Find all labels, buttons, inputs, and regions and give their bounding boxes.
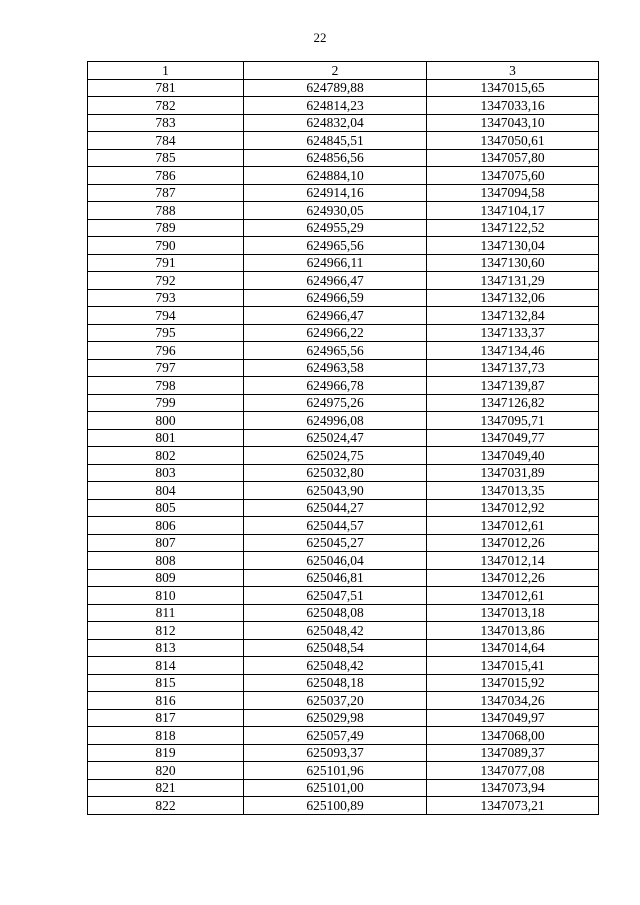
table-row [88,692,599,710]
y-coordinate-cell: 1347043,10 [427,114,599,132]
x-coordinate-cell: 624966,11 [244,254,427,272]
point-number-cell: 799 [88,394,244,412]
x-coordinate-cell: 624914,16 [244,184,427,202]
table-row [88,482,599,500]
x-coordinate-cell: 624856,56 [244,149,427,167]
table-row [88,149,599,167]
point-number-cell: 794 [88,307,244,325]
point-number-cell: 806 [88,517,244,535]
table-row [88,744,599,762]
point-number-cell: 819 [88,744,244,762]
x-coordinate-cell: 624966,59 [244,289,427,307]
x-coordinate-cell: 624832,04 [244,114,427,132]
x-coordinate-cell: 625047,51 [244,587,427,605]
y-coordinate-cell: 1347073,94 [427,779,599,797]
table-row [88,359,599,377]
table-row [88,307,599,325]
x-coordinate-cell: 624884,10 [244,167,427,185]
y-coordinate-cell: 1347012,61 [427,517,599,535]
point-number-cell: 809 [88,569,244,587]
point-number-cell: 781 [88,79,244,97]
point-number-cell: 784 [88,132,244,150]
y-coordinate-cell: 1347132,06 [427,289,599,307]
point-number-cell: 820 [88,762,244,780]
point-number-cell: 810 [88,587,244,605]
point-number-cell: 796 [88,342,244,360]
x-coordinate-cell: 624975,26 [244,394,427,412]
table-row [88,587,599,605]
point-number-cell: 822 [88,797,244,815]
point-number-cell: 805 [88,499,244,517]
point-number-cell: 788 [88,202,244,220]
x-coordinate-cell: 625048,54 [244,639,427,657]
point-number-cell: 792 [88,272,244,290]
table-row [88,254,599,272]
column-header: 3 [427,62,599,80]
point-number-cell: 804 [88,482,244,500]
y-coordinate-cell: 1347077,08 [427,762,599,780]
x-coordinate-cell: 625024,47 [244,429,427,447]
x-coordinate-cell: 625024,75 [244,447,427,465]
x-coordinate-cell: 624963,58 [244,359,427,377]
x-coordinate-cell: 624845,51 [244,132,427,150]
y-coordinate-cell: 1347049,40 [427,447,599,465]
table-row [88,272,599,290]
table-row [88,167,599,185]
point-number-cell: 813 [88,639,244,657]
table-row [88,569,599,587]
y-coordinate-cell: 1347012,92 [427,499,599,517]
x-coordinate-cell: 625100,89 [244,797,427,815]
table-row [88,114,599,132]
y-coordinate-cell: 1347095,71 [427,412,599,430]
y-coordinate-cell: 1347013,18 [427,604,599,622]
table-row [88,342,599,360]
y-coordinate-cell: 1347050,61 [427,132,599,150]
table-header-row [88,62,599,80]
y-coordinate-cell: 1347122,52 [427,219,599,237]
point-number-cell: 782 [88,97,244,115]
table-row [88,797,599,815]
x-coordinate-cell: 625048,08 [244,604,427,622]
table-row [88,429,599,447]
y-coordinate-cell: 1347057,80 [427,149,599,167]
table-row [88,447,599,465]
x-coordinate-cell: 624930,05 [244,202,427,220]
y-coordinate-cell: 1347014,64 [427,639,599,657]
x-coordinate-cell: 625032,80 [244,464,427,482]
x-coordinate-cell: 624966,47 [244,307,427,325]
column-header: 1 [88,62,244,80]
y-coordinate-cell: 1347104,17 [427,202,599,220]
table-row [88,377,599,395]
point-number-cell: 797 [88,359,244,377]
table-row [88,534,599,552]
y-coordinate-cell: 1347012,61 [427,587,599,605]
y-coordinate-cell: 1347049,77 [427,429,599,447]
y-coordinate-cell: 1347034,26 [427,692,599,710]
x-coordinate-cell: 625101,00 [244,779,427,797]
y-coordinate-cell: 1347015,41 [427,657,599,675]
table-row [88,184,599,202]
point-number-cell: 803 [88,464,244,482]
table-row [88,202,599,220]
table-row [88,517,599,535]
y-coordinate-cell: 1347089,37 [427,744,599,762]
point-number-cell: 785 [88,149,244,167]
table-row [88,394,599,412]
y-coordinate-cell: 1347126,82 [427,394,599,412]
point-number-cell: 815 [88,674,244,692]
y-coordinate-cell: 1347075,60 [427,167,599,185]
table-row [88,464,599,482]
table-row [88,657,599,675]
y-coordinate-cell: 1347094,58 [427,184,599,202]
y-coordinate-cell: 1347012,26 [427,534,599,552]
table-body [88,79,599,814]
page-number: 22 [313,30,327,45]
table-row [88,289,599,307]
point-number-cell: 789 [88,219,244,237]
table-row [88,639,599,657]
point-number-cell: 800 [88,412,244,430]
x-coordinate-cell: 625093,37 [244,744,427,762]
y-coordinate-cell: 1347131,29 [427,272,599,290]
table-row [88,97,599,115]
x-coordinate-cell: 624966,78 [244,377,427,395]
point-number-cell: 798 [88,377,244,395]
table-row [88,132,599,150]
y-coordinate-cell: 1347130,60 [427,254,599,272]
y-coordinate-cell: 1347013,86 [427,622,599,640]
table-row [88,727,599,745]
y-coordinate-cell: 1347015,92 [427,674,599,692]
point-number-cell: 783 [88,114,244,132]
point-number-cell: 814 [88,657,244,675]
point-number-cell: 808 [88,552,244,570]
x-coordinate-cell: 624814,23 [244,97,427,115]
y-coordinate-cell: 1347033,16 [427,97,599,115]
point-number-cell: 795 [88,324,244,342]
table-row [88,552,599,570]
x-coordinate-cell: 624955,29 [244,219,427,237]
column-header: 2 [244,62,427,80]
x-coordinate-cell: 625043,90 [244,482,427,500]
x-coordinate-cell: 624789,88 [244,79,427,97]
point-number-cell: 811 [88,604,244,622]
x-coordinate-cell: 625057,49 [244,727,427,745]
x-coordinate-cell: 624996,08 [244,412,427,430]
table-row [88,499,599,517]
x-coordinate-cell: 624965,56 [244,342,427,360]
x-coordinate-cell: 625037,20 [244,692,427,710]
y-coordinate-cell: 1347015,65 [427,79,599,97]
point-number-cell: 802 [88,447,244,465]
table-row [88,709,599,727]
x-coordinate-cell: 625044,27 [244,499,427,517]
point-number-cell: 786 [88,167,244,185]
x-coordinate-cell: 624965,56 [244,237,427,255]
x-coordinate-cell: 625048,42 [244,622,427,640]
table-row [88,237,599,255]
table-row [88,762,599,780]
point-number-cell: 821 [88,779,244,797]
table-row [88,674,599,692]
table-row [88,412,599,430]
x-coordinate-cell: 625044,57 [244,517,427,535]
y-coordinate-cell: 1347013,35 [427,482,599,500]
y-coordinate-cell: 1347012,14 [427,552,599,570]
x-coordinate-cell: 625029,98 [244,709,427,727]
y-coordinate-cell: 1347132,84 [427,307,599,325]
table-row [88,324,599,342]
point-number-cell: 793 [88,289,244,307]
point-number-cell: 807 [88,534,244,552]
x-coordinate-cell: 625045,27 [244,534,427,552]
y-coordinate-cell: 1347049,97 [427,709,599,727]
y-coordinate-cell: 1347073,21 [427,797,599,815]
y-coordinate-cell: 1347012,26 [427,569,599,587]
table-row [88,79,599,97]
point-number-cell: 816 [88,692,244,710]
point-number-cell: 818 [88,727,244,745]
y-coordinate-cell: 1347139,87 [427,377,599,395]
y-coordinate-cell: 1347068,00 [427,727,599,745]
table-row [88,604,599,622]
point-number-cell: 791 [88,254,244,272]
x-coordinate-cell: 625048,42 [244,657,427,675]
y-coordinate-cell: 1347134,46 [427,342,599,360]
point-number-cell: 801 [88,429,244,447]
point-number-cell: 817 [88,709,244,727]
y-coordinate-cell: 1347130,04 [427,237,599,255]
point-number-cell: 790 [88,237,244,255]
x-coordinate-cell: 624966,47 [244,272,427,290]
y-coordinate-cell: 1347031,89 [427,464,599,482]
x-coordinate-cell: 624966,22 [244,324,427,342]
x-coordinate-cell: 625046,04 [244,552,427,570]
table-row [88,779,599,797]
coordinates-table [87,61,599,815]
point-number-cell: 787 [88,184,244,202]
y-coordinate-cell: 1347137,73 [427,359,599,377]
table-row [88,219,599,237]
y-coordinate-cell: 1347133,37 [427,324,599,342]
x-coordinate-cell: 625101,96 [244,762,427,780]
table-row [88,622,599,640]
x-coordinate-cell: 625048,18 [244,674,427,692]
point-number-cell: 812 [88,622,244,640]
x-coordinate-cell: 625046,81 [244,569,427,587]
